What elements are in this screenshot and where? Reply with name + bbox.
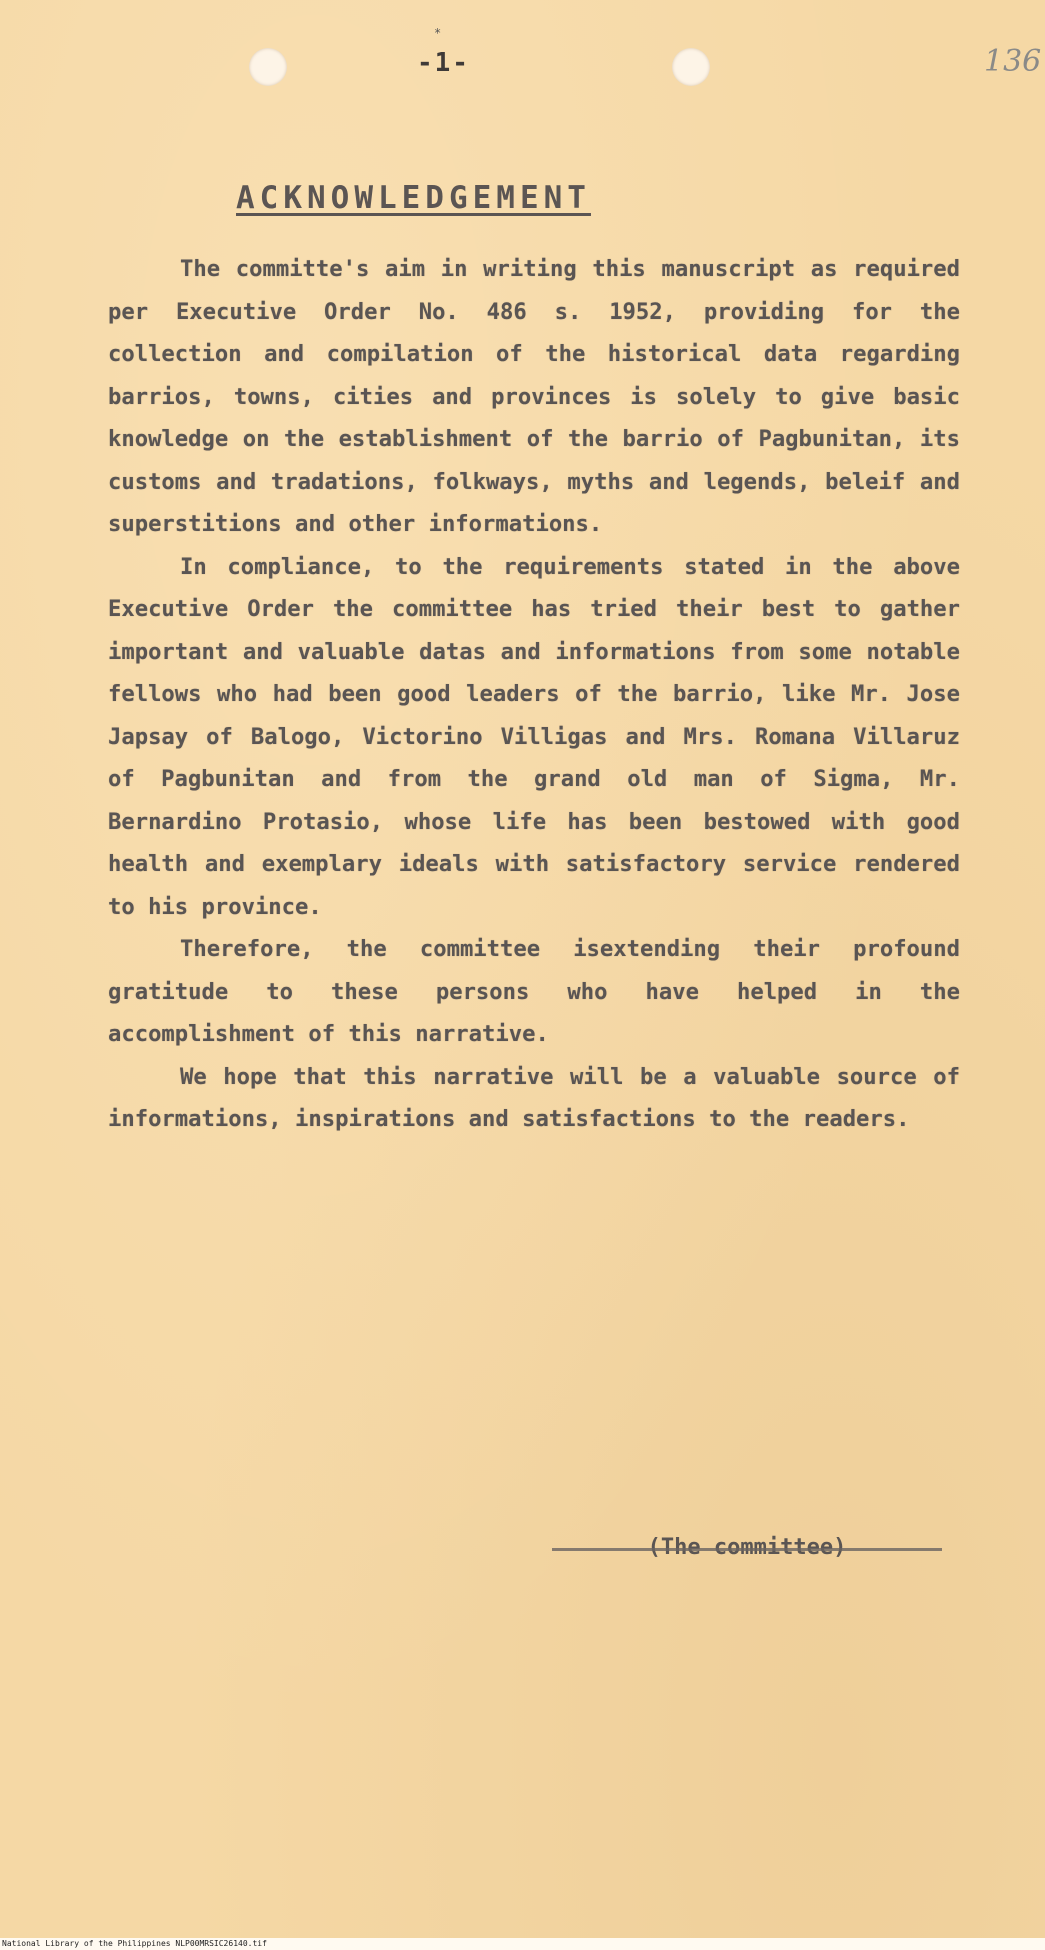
signature-text: (The committee)	[647, 1535, 847, 1560]
punch-hole-left	[249, 48, 287, 86]
document-body	[108, 248, 960, 1141]
signature-line	[552, 1548, 942, 1551]
punch-hole-right	[672, 48, 710, 86]
paragraph-compliance: In compliance, to the requirements stated in the above Executive Order the committee has tried their best to gather important and valuable datas and informations from some notable fellows who had been good leaders of the barrio, like Mr. Jose Japsay of Balogo, Victorino Villigas and Mrs. Romana Villaruz of Pagbunitan and from the grand old man of Sigma, Mr. Bernardino Protasio, whose life has been bestowed with good health and exemplary ideals with satisfactory service rendered to his province.	[108, 553, 960, 920]
signature-block	[552, 1535, 942, 1560]
paragraph-hope: We hope that this narrative will be a valuable source of informations, inspirations and satisfactions to the readers.	[108, 1063, 960, 1132]
paragraph-aim: The committe's aim in writing this manuscript as required per Executive Order No. 486 s. 1952, providing for the collection and compilation of the historical data regarding barrios, towns, cities and provinces is solely to give basic knowledge on the establishment of the barrio of Pagbunitan, its customs and tradations, folkways, myths and legends, beleif and superstitions and other informations.	[108, 256, 960, 537]
archive-number: 136	[984, 44, 1042, 79]
page-number: -1-	[417, 48, 470, 78]
document-title: ACKNOWLEDGEMENT	[236, 180, 591, 216]
archive-footer: National Library of the Philippines NLP00MRSIC26140.tif	[2, 1939, 267, 1948]
ink-mark: *	[434, 26, 442, 40]
paragraph-gratitude: Therefore, the committee isextending their profound gratitude to these persons who have helped in the accomplishment of this narrative.	[108, 936, 960, 1047]
